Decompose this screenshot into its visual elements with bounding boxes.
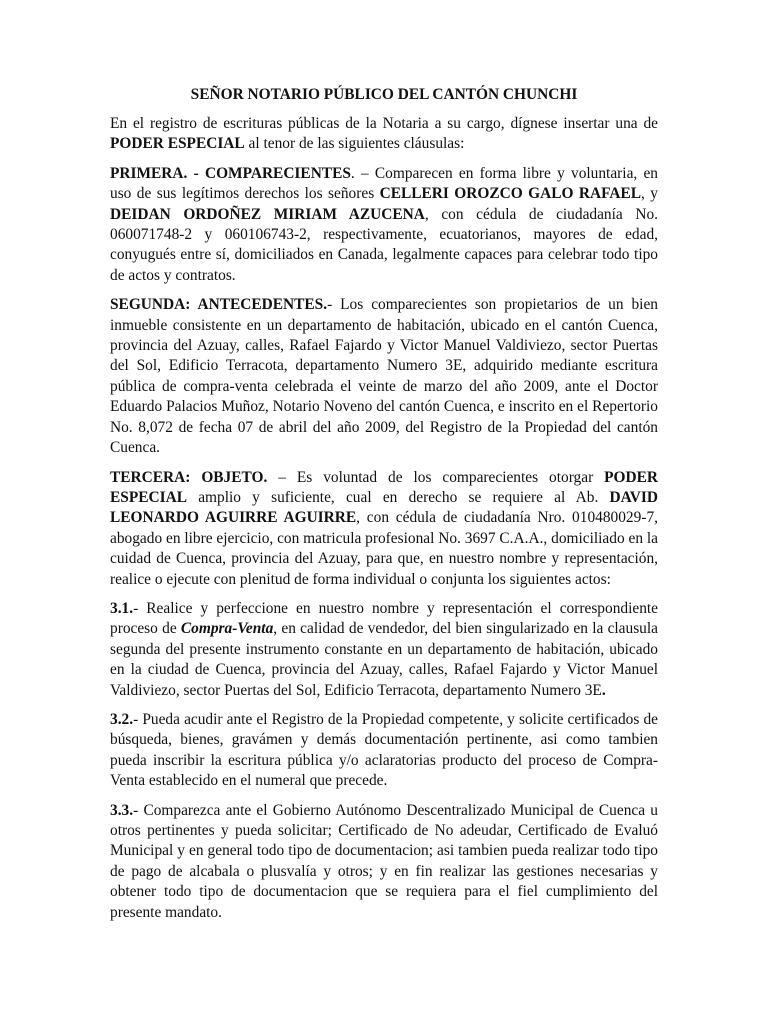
primera-name-2: DEIDAN ORDOÑEZ MIRIAM AZUCENA [110, 205, 425, 223]
tercera-text-1: – Es voluntad de los comparecientes otorgar [267, 468, 605, 486]
item-3-1-text-2: , en calidad de vendedor, del bien singularizado en la clausula segunda del presente instrumento constante en un departamento de habitación, ubicado en la ciudad de Cuenca, provincia del Azuay, calles, Rafael Fajardo y Victor Manuel Valdiviezo, sector Puertas del Sol, Edificio Terracota, departamento Numero 3E [110, 620, 658, 699]
segunda-text: - Los comparecientes son propietarios de un bien inmueble consistente en un departamento de habitación, ubicado en el cantón Cuenca, provincia del Azuay, calles, Rafael Fajardo y Victor Manuel Valdiviezo, sector Puertas del Sol, Edificio Terracota, departamento Numero 3E, adquirido mediante escritura pública de compra-venta celebrada el veinte de marzo del año 2009, ante el Doctor Eduardo Palacios Muñoz, Notario Noveno del cantón Cuenca, e inscrito en el Repertorio No. 8,072 de fecha 07 de abril del año 2009, del Registro de la Propiedad del cantón Cuenca. [110, 296, 658, 457]
item-3-2-number: 3.2. [110, 710, 134, 728]
tercera-text-3: , con cédula de ciudadanía Nro. 010480029-7, abogado en libre ejercicio, con matricula profesional No. 3697 C.A.A., domiciliado en la cuidad de Cuenca, provincia del Azuay, para que, en nuestro nombre y representación, realice o ejecute con plenitud de forma individual o conjunta los siguientes actos: [110, 509, 658, 588]
intro-paragraph [110, 114, 658, 155]
tercera-heading: TERCERA: OBJETO. [110, 468, 268, 486]
clause-segunda [110, 295, 658, 458]
tercera-bold-poder: PODER ESPECIAL [110, 468, 659, 506]
item-3-3-text: - Comparezca ante el Gobierno Autónomo Descentralizado Municipal de Cuenca u otros pertinentes y pueda solicitar; Certificado de No adeudar, Certificado de Evaluó Municipal y en general todo tipo de documentacion; asi tambien pueda realizar todo tipo de pago de alcabala o plusvalía y otros; y en fin realizar las gestiones necesarias y obtener todo tipo de documentacion que se requiera para el fiel cumplimiento del presente mandato. [110, 801, 658, 921]
tercera-name: DAVID LEONARDO AGUIRRE AGUIRRE [110, 488, 658, 527]
primera-text-2: , y [641, 185, 658, 203]
primera-heading: PRIMERA. - COMPARECIENTES [110, 164, 351, 182]
tercera-text-2: amplio y suficiente, cual en derecho se requiere al Ab. [186, 488, 610, 506]
primera-name-1: CELLERI OROZCO GALO RAFAEL [379, 185, 642, 203]
intro-bold-poder: PODER ESPECIAL [110, 135, 245, 153]
clause-tercera [110, 468, 658, 590]
item-3-1 [110, 599, 658, 701]
item-3-1-number: 3.1. [110, 599, 134, 617]
intro-text-1: En el registro de escrituras públicas de la Notaria a su cargo, dígnese insertar una de [110, 115, 658, 132]
item-3-2-text: - Pueda acudir ante el Registro de la Propiedad competente, y solicite certificados de búsqueda, bienes, gravámen y demás documentación pertinente, asi como tambien pueda inscribir la escritura pública y/o aclaratorias producto del proceso de Compra-Venta establecido en el numeral que precede. [110, 710, 658, 790]
primera-text-3: , con cédula de ciudadanía No. 060071748-2 y 060106743-2, respectivamente, ecuatorianos, mayores de edad, conyugués entre sí, domiciliados en Canada, legalmente capaces para celebrar todo tipo de actos y contratos. [110, 205, 658, 284]
clause-primera [110, 164, 658, 286]
item-3-3 [110, 801, 658, 923]
item-3-1-compra-venta: Compra-Venta [180, 620, 274, 638]
segunda-heading: SEGUNDA: ANTECEDENTES. [110, 296, 328, 314]
intro-text-2: al tenor de las siguientes cláusulas: [244, 135, 465, 153]
item-3-1-period: . [601, 681, 606, 699]
item-3-2 [110, 710, 658, 792]
item-3-1-text-1: - Realice y perfeccione en nuestro nombre y representación el correspondiente proceso de [110, 599, 658, 638]
page-title: SEÑOR NOTARIO PÚBLICO DEL CANTÓN CHUNCHI [190, 86, 578, 103]
item-3-3-number: 3.3. [110, 801, 134, 819]
primera-text-1: . – Comparecen en forma libre y voluntaria, en uso de sus legítimos derechos los señores [110, 164, 658, 203]
